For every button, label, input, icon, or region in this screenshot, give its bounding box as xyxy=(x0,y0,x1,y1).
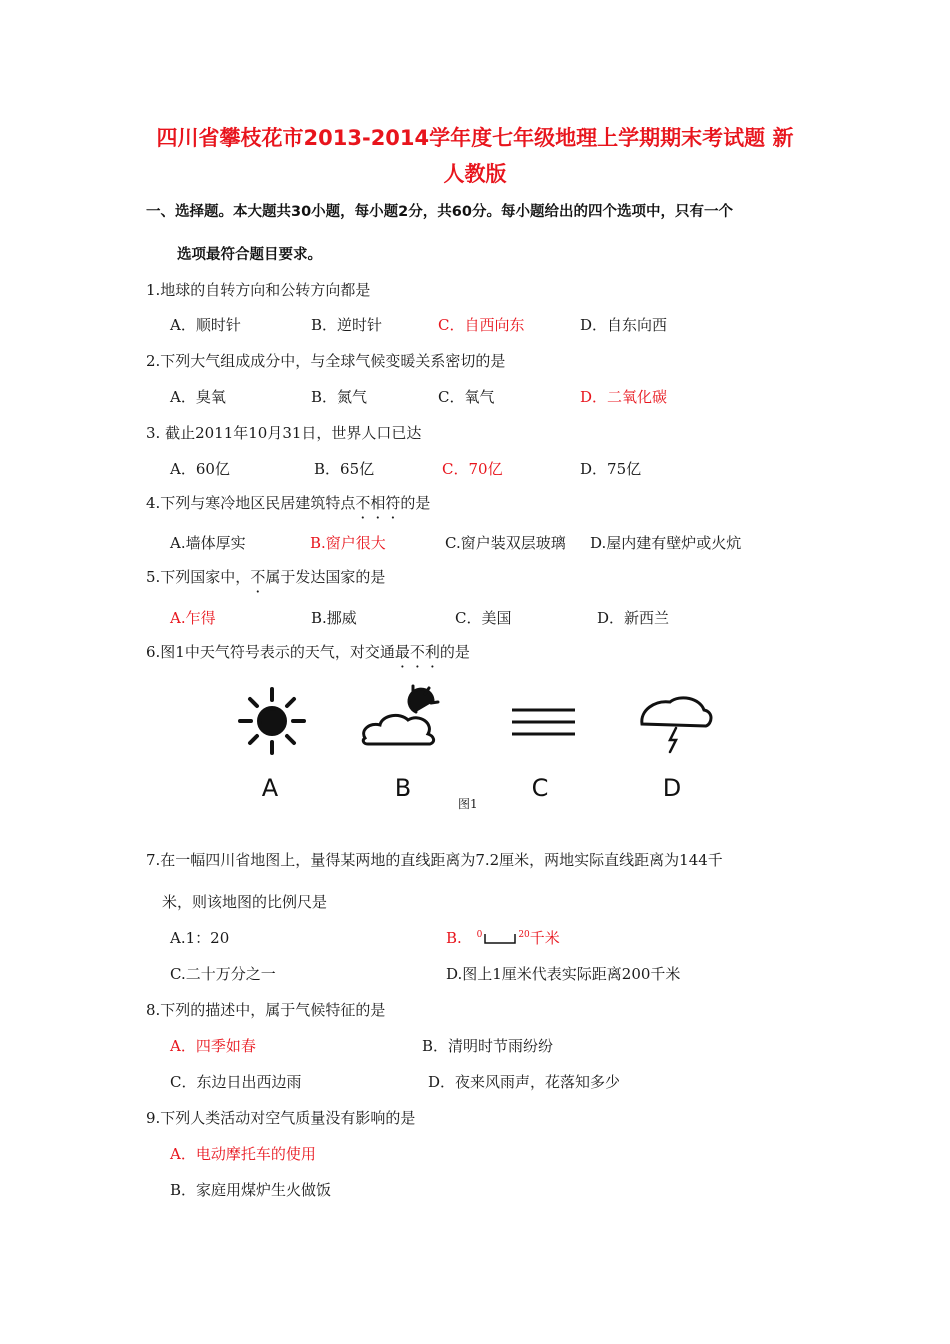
emphasis-char: 符 xyxy=(385,494,401,512)
section-heading: 一、选择题。本大题共30小题，每小题2分，共60分。每小题给出的四个选项中，只有一个 xyxy=(146,204,733,220)
question-4-option-c: C.窗户装双层玻璃 xyxy=(445,534,566,552)
question-3-option-a: A．60亿 xyxy=(170,460,230,478)
question-4-stem-text: 4.下列与寒冷地区民居建筑特点 xyxy=(146,494,356,512)
question-7-stem-line2: 米，则该地图的比例尺是 xyxy=(162,893,328,911)
question-5-option-a-answer: A.乍得 xyxy=(170,609,216,627)
question-2-stem: 2.下列大气组成成分中，与全球气候变暖关系密切的是 xyxy=(146,352,506,370)
question-3-option-b: B．65亿 xyxy=(314,460,375,478)
question-1-option-c-answer: C．自西向东 xyxy=(438,316,525,334)
scale-unit: 千米 xyxy=(529,929,560,947)
question-4-option-a: A.墙体厚实 xyxy=(170,534,246,552)
emphasis-char: 利 xyxy=(424,643,440,661)
sun-icon xyxy=(240,689,304,753)
question-8-option-b: B．清明时节雨纷纷 xyxy=(422,1037,554,1055)
weather-symbols-figure xyxy=(230,680,730,810)
emphasis-char: 不 xyxy=(355,494,371,512)
question-9-stem: 9.下列人类活动对空气质量没有影响的是 xyxy=(146,1109,416,1127)
question-7-option-b-prefix: B. xyxy=(446,929,462,947)
question-7-option-c: C.二十万分之一 xyxy=(170,965,276,983)
question-8-stem: 8.下列的描述中，属于气候特征的是 xyxy=(146,1001,386,1019)
question-3-option-c-answer: C．70亿 xyxy=(442,460,503,478)
question-5-option-b: B.挪威 xyxy=(311,609,357,627)
question-4-option-d: D.屋内建有壁炉或火炕 xyxy=(590,534,742,552)
question-3-stem: 3. 截止2011年10月31日，世界人口已达 xyxy=(146,424,422,442)
question-1-option-d: D．自东向西 xyxy=(580,316,668,334)
question-6-stem xyxy=(146,641,470,662)
emphasis-char: 最 xyxy=(394,643,410,661)
question-7-stem: 7.在一幅四川省地图上，量得某两地的直线距离为7.2厘米，两地实际直线距离为144千 xyxy=(146,851,723,869)
question-8-option-d: D．夜来风雨声，花落知多少 xyxy=(428,1073,621,1091)
figure-label-a: A xyxy=(261,774,279,802)
question-2-option-d-answer: D．二氧化碳 xyxy=(580,388,668,406)
question-7-option-b-answer xyxy=(446,927,560,948)
question-9-option-a-answer: A．电动摩托车的使用 xyxy=(170,1145,316,1163)
figure-label-c: C xyxy=(531,774,549,802)
question-6-stem-end: 的是 xyxy=(439,643,470,661)
question-5-stem-text: 5.下列国家中， xyxy=(146,568,251,586)
figure-caption: 图1 xyxy=(458,797,478,811)
question-7-option-a: A.1：20 xyxy=(170,929,230,947)
question-4-stem-end: 的是 xyxy=(400,494,431,512)
emphasis-char: 相 xyxy=(370,494,386,512)
figure-label-d: D xyxy=(662,774,682,802)
fog-icon xyxy=(512,710,575,734)
section-heading-line2: 选项最符合题目要求。 xyxy=(177,247,322,263)
question-1-option-a: A．顺时针 xyxy=(170,316,241,334)
question-5-stem xyxy=(146,566,385,587)
question-2-option-c: C．氧气 xyxy=(438,388,495,406)
question-9-option-b: B．家庭用煤炉生火做饭 xyxy=(170,1181,332,1199)
question-1-stem: 1.地球的自转方向和公转方向都是 xyxy=(146,281,371,299)
question-4-option-b-answer: B.窗户很大 xyxy=(310,534,386,552)
question-5-option-c: C．美国 xyxy=(455,609,512,627)
emphasis-char: 不 xyxy=(250,568,266,586)
thunderstorm-icon xyxy=(642,698,711,752)
question-6-stem-text: 6.图1中天气符号表示的天气，对交通 xyxy=(146,643,395,661)
scale-twenty: 20 xyxy=(518,930,530,940)
partly-cloudy-icon xyxy=(363,686,438,744)
figure-label-b: B xyxy=(394,774,412,802)
question-8-option-c: C．东边日出西边雨 xyxy=(170,1073,302,1091)
question-2-option-b: B．氮气 xyxy=(311,388,368,406)
question-4-stem xyxy=(146,492,430,513)
question-8-option-a-answer: A．四季如春 xyxy=(170,1037,256,1055)
scale-bar-icon xyxy=(482,932,518,946)
question-2-option-a: A．臭氧 xyxy=(170,388,226,406)
question-1-option-b: B．逆时针 xyxy=(311,316,383,334)
question-3-option-d: D．75亿 xyxy=(580,460,642,478)
page-title-line2: 人教版 xyxy=(443,162,507,186)
question-7-option-d: D.图上1厘米代表实际距离200千米 xyxy=(446,965,681,983)
question-5-option-d: D．新西兰 xyxy=(597,609,670,627)
emphasis-char: 不 xyxy=(409,643,425,661)
question-5-stem-end: 属于发达国家的是 xyxy=(265,568,386,586)
page-title: 四川省攀枝花市2013-2014学年度七年级地理上学期期末考试题 新 xyxy=(156,126,794,150)
scale-zero: 0 xyxy=(476,930,483,940)
